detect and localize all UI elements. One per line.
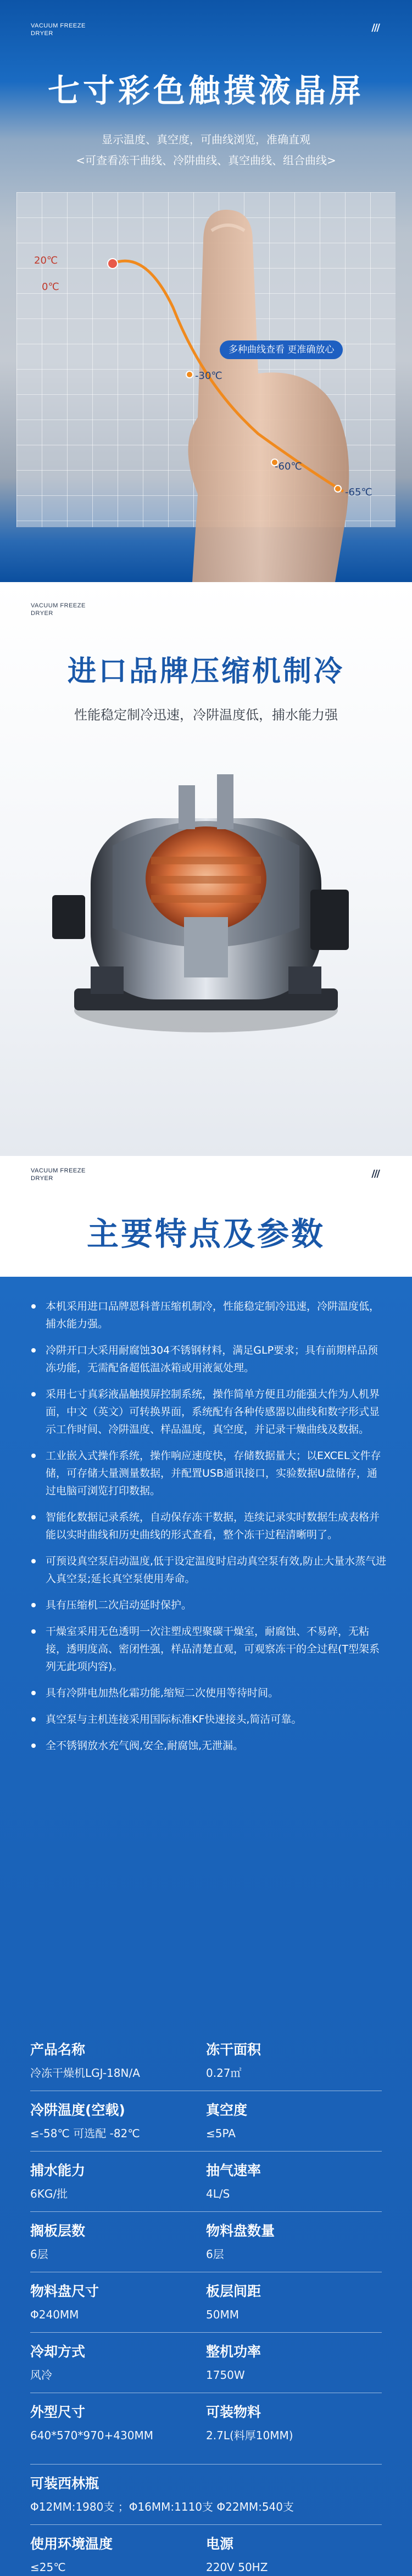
bullet-dot-icon xyxy=(31,1515,36,1519)
param-label: 捕水能力 xyxy=(30,2163,86,2178)
feature-text: 全不锈钢放水充气阀,安全,耐腐蚀,无泄漏。 xyxy=(46,1740,244,1752)
param-label: 冷却方式 xyxy=(30,2344,86,2360)
feature-text: 可预设真空泵启动温度,低于设定温度时启动真空泵有效,防止大量水蒸气进入真空泵;延长真空泵使用寿命。 xyxy=(46,1555,387,1585)
feature-item xyxy=(30,1447,387,1500)
params-row xyxy=(30,2393,382,2465)
param-cell xyxy=(30,2091,206,2151)
param-cell xyxy=(30,2272,206,2332)
temp-label-20: 20℃ xyxy=(34,255,58,266)
compressor-section xyxy=(0,582,412,1156)
features-title: 主要特点及参数 xyxy=(86,1215,325,1253)
brand-line1: VACUUM FREEZE xyxy=(31,23,86,29)
bullet-dot-icon xyxy=(31,1559,36,1563)
param-value: 220V 50HZ xyxy=(206,2561,268,2574)
curve-badge: 多种曲线查看 更准确放心 xyxy=(220,340,343,359)
feature-text: 工业嵌入式操作系统，操作响应速度快，存储数据量大；以EXCEL文件存储，可存储大量测量数据，并配置USB通讯接口，实验数据U盘储存，通过电脑可浏览打印数据。 xyxy=(46,1450,381,1497)
param-label: 整机功率 xyxy=(206,2344,261,2360)
bullet-dot-icon xyxy=(31,1691,36,1695)
param-label: 搁板层数 xyxy=(30,2223,86,2239)
bullet-dot-icon xyxy=(31,1629,36,1634)
param-value: 2.7L(料厚10MM) xyxy=(206,2429,293,2442)
params-row xyxy=(30,2333,382,2393)
features-section xyxy=(0,1156,412,2576)
bullet-dot-icon xyxy=(31,1348,36,1353)
brand-line1: VACUUM FREEZE xyxy=(31,602,86,609)
param-label: 物料盘尺寸 xyxy=(30,2283,99,2299)
param-value: ≤5PA xyxy=(206,2127,236,2140)
feature-item xyxy=(30,1298,387,1333)
feature-item xyxy=(30,1737,387,1754)
temp-label-minus30: -30℃ xyxy=(195,370,222,382)
param-value: Φ12MM:1980支 ；Φ16MM:1110支 Φ22MM:540支 xyxy=(30,2500,294,2513)
param-cell xyxy=(206,2333,382,2393)
brand-line2: DRYER xyxy=(31,1175,53,1182)
bullet-dot-icon xyxy=(31,1454,36,1458)
touchscreen-title: 七寸彩色触摸液晶屏 xyxy=(47,72,364,109)
params-row xyxy=(30,2031,382,2091)
bullet-dot-icon xyxy=(31,1717,36,1722)
brand-line2: DRYER xyxy=(31,30,53,37)
param-value: ≤25℃ xyxy=(30,2561,66,2574)
param-cell xyxy=(30,2525,206,2576)
brand-label xyxy=(31,1167,86,1182)
temp-label-minus65: -65℃ xyxy=(345,487,372,498)
param-value: 4L/S xyxy=(206,2187,230,2200)
brand-line2: DRYER xyxy=(31,610,53,617)
param-label: 抽气速率 xyxy=(206,2163,261,2178)
feature-text: 干燥室采用无色透明一次注塑成型聚碳干燥室，耐腐蚀、不易碎，无粘接，透明度高、密闭性强，样品清楚直观，可观察冻干的全过程(T型架系列无此项内容)。 xyxy=(46,1625,380,1673)
feature-item xyxy=(30,1623,387,1675)
feature-text: 本机采用进口品牌恩科普压缩机制冷，性能稳定制冷迅速，冷阱温度低，捕水能力强。 xyxy=(46,1300,380,1330)
param-cell xyxy=(30,2031,206,2091)
param-cell xyxy=(30,2152,206,2211)
param-value: 6KG/批 xyxy=(30,2187,68,2200)
param-value: 640*570*970+430MM xyxy=(30,2429,153,2442)
brand-line1: VACUUM FREEZE xyxy=(31,1167,86,1174)
param-cell xyxy=(30,2393,206,2464)
param-cell xyxy=(30,2212,206,2272)
param-cell xyxy=(206,2393,382,2464)
temp-label-minus60: -60℃ xyxy=(275,461,302,472)
param-cell xyxy=(206,2152,382,2211)
param-label: 冻干面积 xyxy=(206,2042,261,2058)
feature-item xyxy=(30,1596,387,1614)
touchscreen-subtitle: 显示温度、真空度，可曲线浏览，准确直观 xyxy=(102,133,310,146)
slash-decoration: /// xyxy=(371,1168,379,1180)
param-cell xyxy=(206,2212,382,2272)
param-label: 电源 xyxy=(206,2536,234,2552)
param-label: 可装西林瓶 xyxy=(30,2476,99,2491)
param-cell xyxy=(30,2333,206,2393)
param-value: 0.27㎡ xyxy=(206,2066,242,2080)
param-label: 真空度 xyxy=(206,2102,248,2118)
param-value: 6层 xyxy=(30,2248,48,2261)
bullet-dot-icon xyxy=(31,1603,36,1607)
param-value: Φ240MM xyxy=(30,2308,79,2321)
param-value: ≤-58℃ 可选配 -82℃ xyxy=(30,2127,140,2140)
features-panel xyxy=(0,1277,412,2576)
bullet-dot-icon xyxy=(31,1744,36,1748)
feature-item xyxy=(30,1684,387,1702)
feature-text: 具有压缩机二次启动延时保护。 xyxy=(46,1599,192,1611)
feature-text: 采用七寸真彩液晶触摸屏控制系统，操作简单方便且功能强大作为人机界面，中文（英文）可转换界面，系统配有各种传感器以曲线和数字形式显示工作时间、冷阱温度、样品温度，真空度，并记录干燥曲线及数据。 xyxy=(46,1388,380,1435)
temperature-curve-chart xyxy=(0,0,412,582)
params-row xyxy=(30,2212,382,2272)
param-label: 外型尺寸 xyxy=(30,2404,86,2420)
feature-text: 真空泵与主机连接采用国际标准KF快速接头,简洁可靠。 xyxy=(46,1713,302,1725)
compressor-title: 进口品牌压缩机制冷 xyxy=(67,655,344,688)
feature-item xyxy=(30,1385,387,1438)
params-row xyxy=(30,2272,382,2333)
param-label: 板层间距 xyxy=(206,2283,261,2299)
touchscreen-subtitle-curves: <可查看冻干曲线、冷阱曲线、真空曲线、组合曲线> xyxy=(76,154,336,167)
param-cell xyxy=(206,2272,382,2332)
param-label: 产品名称 xyxy=(30,2042,86,2058)
compressor-subtitle: 性能稳定制冷迅速，冷阱温度低，捕水能力强 xyxy=(74,707,338,723)
temp-label-0: 0℃ xyxy=(42,281,59,293)
brand-label xyxy=(31,602,86,617)
bullet-dot-icon xyxy=(31,1392,36,1396)
params-row xyxy=(30,2465,382,2525)
compressor-illustration xyxy=(52,752,360,1060)
feature-text: 智能化数据记录系统，自动保存冻干数据，连续记录实时数据生成表格并能以实时曲线和历史曲线的形式查看，整个冻干过程清晰明了。 xyxy=(46,1511,380,1541)
param-value: 风冷 xyxy=(30,2368,52,2382)
param-value: 1750W xyxy=(206,2368,245,2382)
param-cell xyxy=(206,2525,382,2576)
param-label: 冷阱温度(空载) xyxy=(30,2102,125,2118)
param-cell xyxy=(206,2031,382,2091)
feature-item xyxy=(30,1508,387,1544)
params-row xyxy=(30,2525,382,2576)
bullet-dot-icon xyxy=(31,1304,36,1309)
feature-text: 具有冷阱电加热化霜功能,缩短二次使用等待时间。 xyxy=(46,1687,279,1699)
param-value: 冷冻干燥机LGJ-18N/A xyxy=(30,2066,140,2080)
params-row xyxy=(30,2091,382,2152)
params-table xyxy=(30,2031,382,2576)
feature-item xyxy=(30,1552,387,1588)
param-value: 50MM xyxy=(206,2308,239,2321)
params-row xyxy=(30,2152,382,2212)
feature-list xyxy=(30,1298,387,1763)
touchscreen-section xyxy=(0,0,412,582)
param-label: 使用环境温度 xyxy=(30,2536,113,2552)
feature-item xyxy=(30,1711,387,1728)
feature-text: 冷阱开口大采用耐腐蚀304不锈钢材料，满足GLP要求；具有前期样品预冻功能，无需配备超低温冰箱或用液氮处理。 xyxy=(46,1344,378,1374)
feature-item xyxy=(30,1342,387,1377)
param-value: 6层 xyxy=(206,2248,224,2261)
param-cell xyxy=(206,2091,382,2151)
param-label: 物料盘数量 xyxy=(206,2223,275,2239)
slash-decoration: /// xyxy=(371,22,379,33)
param-label: 可装物料 xyxy=(206,2404,261,2420)
param-cell xyxy=(30,2465,382,2524)
